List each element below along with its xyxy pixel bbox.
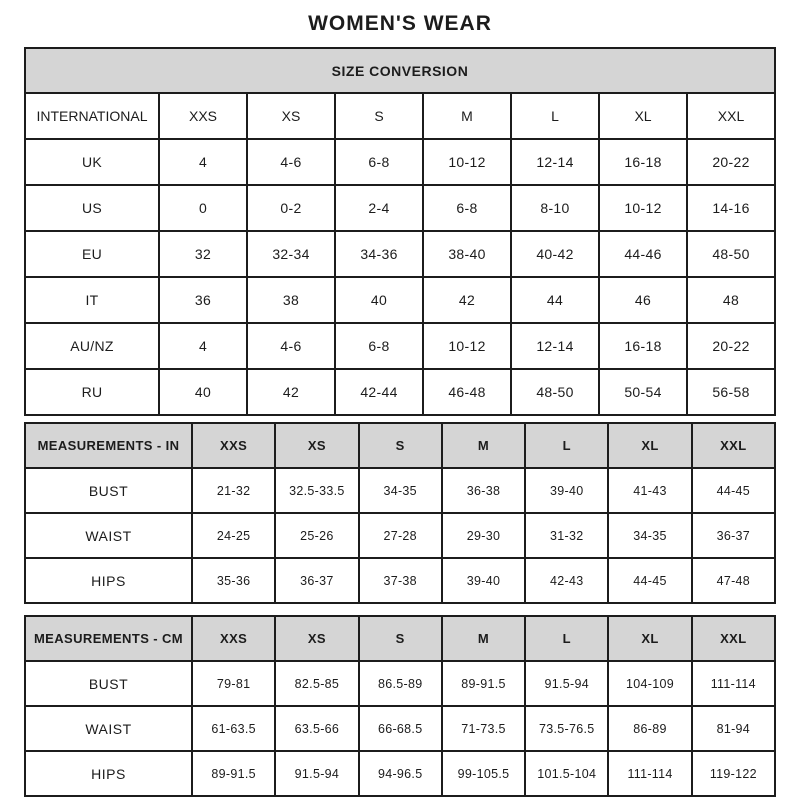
measurements-cm-table — [24, 615, 776, 797]
table-row — [25, 323, 775, 369]
size-value: 21-32 — [192, 468, 275, 513]
size-value: 42 — [247, 369, 335, 415]
size-value: 44-45 — [692, 468, 775, 513]
row-label: BUST — [25, 661, 192, 706]
size-value: 36-37 — [275, 558, 358, 603]
size-value: 91.5-94 — [525, 661, 608, 706]
column-header-s: S — [359, 423, 442, 468]
column-header-l: L — [525, 616, 608, 661]
size-value: 40 — [159, 369, 247, 415]
size-value: 34-35 — [359, 468, 442, 513]
column-header-xxl: XXL — [692, 423, 775, 468]
row-label: US — [25, 185, 159, 231]
row-label: HIPS — [25, 751, 192, 796]
size-value: 36-38 — [442, 468, 525, 513]
row-label: AU/NZ — [25, 323, 159, 369]
size-value: 46 — [599, 277, 687, 323]
size-value: 82.5-85 — [275, 661, 358, 706]
size-value: 40 — [335, 277, 423, 323]
size-value: 89-91.5 — [192, 751, 275, 796]
size-value: 36 — [159, 277, 247, 323]
size-value: 89-91.5 — [442, 661, 525, 706]
size-value: 101.5-104 — [525, 751, 608, 796]
row-label: IT — [25, 277, 159, 323]
size-value: 111-114 — [692, 661, 775, 706]
size-value: 25-26 — [275, 513, 358, 558]
size-value: 36-37 — [692, 513, 775, 558]
table-row — [25, 751, 775, 796]
size-value: 4 — [159, 323, 247, 369]
size-value: 79-81 — [192, 661, 275, 706]
size-value: 27-28 — [359, 513, 442, 558]
table-row — [25, 513, 775, 558]
size-value: 34-36 — [335, 231, 423, 277]
size-value: 46-48 — [423, 369, 511, 415]
column-header-xxs: XXS — [159, 93, 247, 139]
size-value: 31-32 — [525, 513, 608, 558]
column-header-xl: XL — [608, 616, 691, 661]
size-value: 47-48 — [692, 558, 775, 603]
size-value: 10-12 — [423, 323, 511, 369]
row-label: BUST — [25, 468, 192, 513]
size-value: 99-105.5 — [442, 751, 525, 796]
size-value: 6-8 — [335, 323, 423, 369]
size-value: 12-14 — [511, 139, 599, 185]
size-value: 0 — [159, 185, 247, 231]
table-banner-row — [25, 48, 775, 93]
size-value: 91.5-94 — [275, 751, 358, 796]
size-value: 32 — [159, 231, 247, 277]
size-value: 37-38 — [359, 558, 442, 603]
row-label: HIPS — [25, 558, 192, 603]
size-value: 38-40 — [423, 231, 511, 277]
size-value: 71-73.5 — [442, 706, 525, 751]
row-label: WAIST — [25, 513, 192, 558]
column-header-m: M — [442, 423, 525, 468]
column-header-xs: XS — [275, 423, 358, 468]
column-header-m: M — [423, 93, 511, 139]
size-value: 32.5-33.5 — [275, 468, 358, 513]
column-header-s: S — [359, 616, 442, 661]
size-value: 0-2 — [247, 185, 335, 231]
size-value: 94-96.5 — [359, 751, 442, 796]
size-value: 44-45 — [608, 558, 691, 603]
page-title: WOMEN'S WEAR — [308, 12, 492, 35]
size-value: 50-54 — [599, 369, 687, 415]
table-row — [25, 706, 775, 751]
column-header-row — [25, 93, 775, 139]
size-value: 48-50 — [511, 369, 599, 415]
column-header-row — [25, 423, 775, 468]
row-label: RU — [25, 369, 159, 415]
size-value: 6-8 — [335, 139, 423, 185]
row-label: EU — [25, 231, 159, 277]
size-value: 104-109 — [608, 661, 691, 706]
size-value: 56-58 — [687, 369, 775, 415]
row-label: WAIST — [25, 706, 192, 751]
size-value: 39-40 — [442, 558, 525, 603]
size-value: 40-42 — [511, 231, 599, 277]
column-header-xs: XS — [275, 616, 358, 661]
size-value: 44-46 — [599, 231, 687, 277]
column-header-l: L — [511, 93, 599, 139]
size-value: 48 — [687, 277, 775, 323]
size-value: 24-25 — [192, 513, 275, 558]
column-header-xxs: XXS — [192, 423, 275, 468]
size-conversion-table — [24, 47, 776, 416]
size-value: 39-40 — [525, 468, 608, 513]
size-value: 73.5-76.5 — [525, 706, 608, 751]
column-header-xl: XL — [608, 423, 691, 468]
size-value: 66-68.5 — [359, 706, 442, 751]
size-value: 38 — [247, 277, 335, 323]
size-value: 44 — [511, 277, 599, 323]
size-value: 8-10 — [511, 185, 599, 231]
size-value: 20-22 — [687, 139, 775, 185]
column-header-xxs: XXS — [192, 616, 275, 661]
size-value: 42-44 — [335, 369, 423, 415]
size-value: 14-16 — [687, 185, 775, 231]
size-value: 4 — [159, 139, 247, 185]
size-value: 4-6 — [247, 323, 335, 369]
column-header-l: L — [525, 423, 608, 468]
measurements-in-table — [24, 422, 776, 604]
size-value: 41-43 — [608, 468, 691, 513]
size-value: 32-34 — [247, 231, 335, 277]
table-row — [25, 369, 775, 415]
column-header-s: S — [335, 93, 423, 139]
row-header-label: INTERNATIONAL — [25, 93, 159, 139]
size-value: 35-36 — [192, 558, 275, 603]
size-value: 86.5-89 — [359, 661, 442, 706]
table-row — [25, 661, 775, 706]
size-value: 10-12 — [423, 139, 511, 185]
size-value: 12-14 — [511, 323, 599, 369]
size-value: 6-8 — [423, 185, 511, 231]
row-header-label: MEASUREMENTS - CM — [25, 616, 192, 661]
table-row — [25, 277, 775, 323]
size-value: 29-30 — [442, 513, 525, 558]
size-value: 63.5-66 — [275, 706, 358, 751]
size-value: 16-18 — [599, 139, 687, 185]
size-value: 86-89 — [608, 706, 691, 751]
table-row — [25, 185, 775, 231]
size-value: 42 — [423, 277, 511, 323]
size-value: 42-43 — [525, 558, 608, 603]
size-value: 4-6 — [247, 139, 335, 185]
table-banner: SIZE CONVERSION — [25, 48, 775, 93]
size-value: 48-50 — [687, 231, 775, 277]
size-value: 119-122 — [692, 751, 775, 796]
size-value: 81-94 — [692, 706, 775, 751]
column-header-xl: XL — [599, 93, 687, 139]
size-value: 34-35 — [608, 513, 691, 558]
size-value: 111-114 — [608, 751, 691, 796]
table-row — [25, 139, 775, 185]
size-value: 16-18 — [599, 323, 687, 369]
table-row — [25, 468, 775, 513]
table-row — [25, 231, 775, 277]
size-value: 20-22 — [687, 323, 775, 369]
size-value: 61-63.5 — [192, 706, 275, 751]
row-header-label: MEASUREMENTS - IN — [25, 423, 192, 468]
column-header-xxl: XXL — [692, 616, 775, 661]
row-label: UK — [25, 139, 159, 185]
column-header-xs: XS — [247, 93, 335, 139]
size-value: 10-12 — [599, 185, 687, 231]
size-value: 2-4 — [335, 185, 423, 231]
column-header-xxl: XXL — [687, 93, 775, 139]
table-row — [25, 558, 775, 603]
column-header-row — [25, 616, 775, 661]
column-header-m: M — [442, 616, 525, 661]
